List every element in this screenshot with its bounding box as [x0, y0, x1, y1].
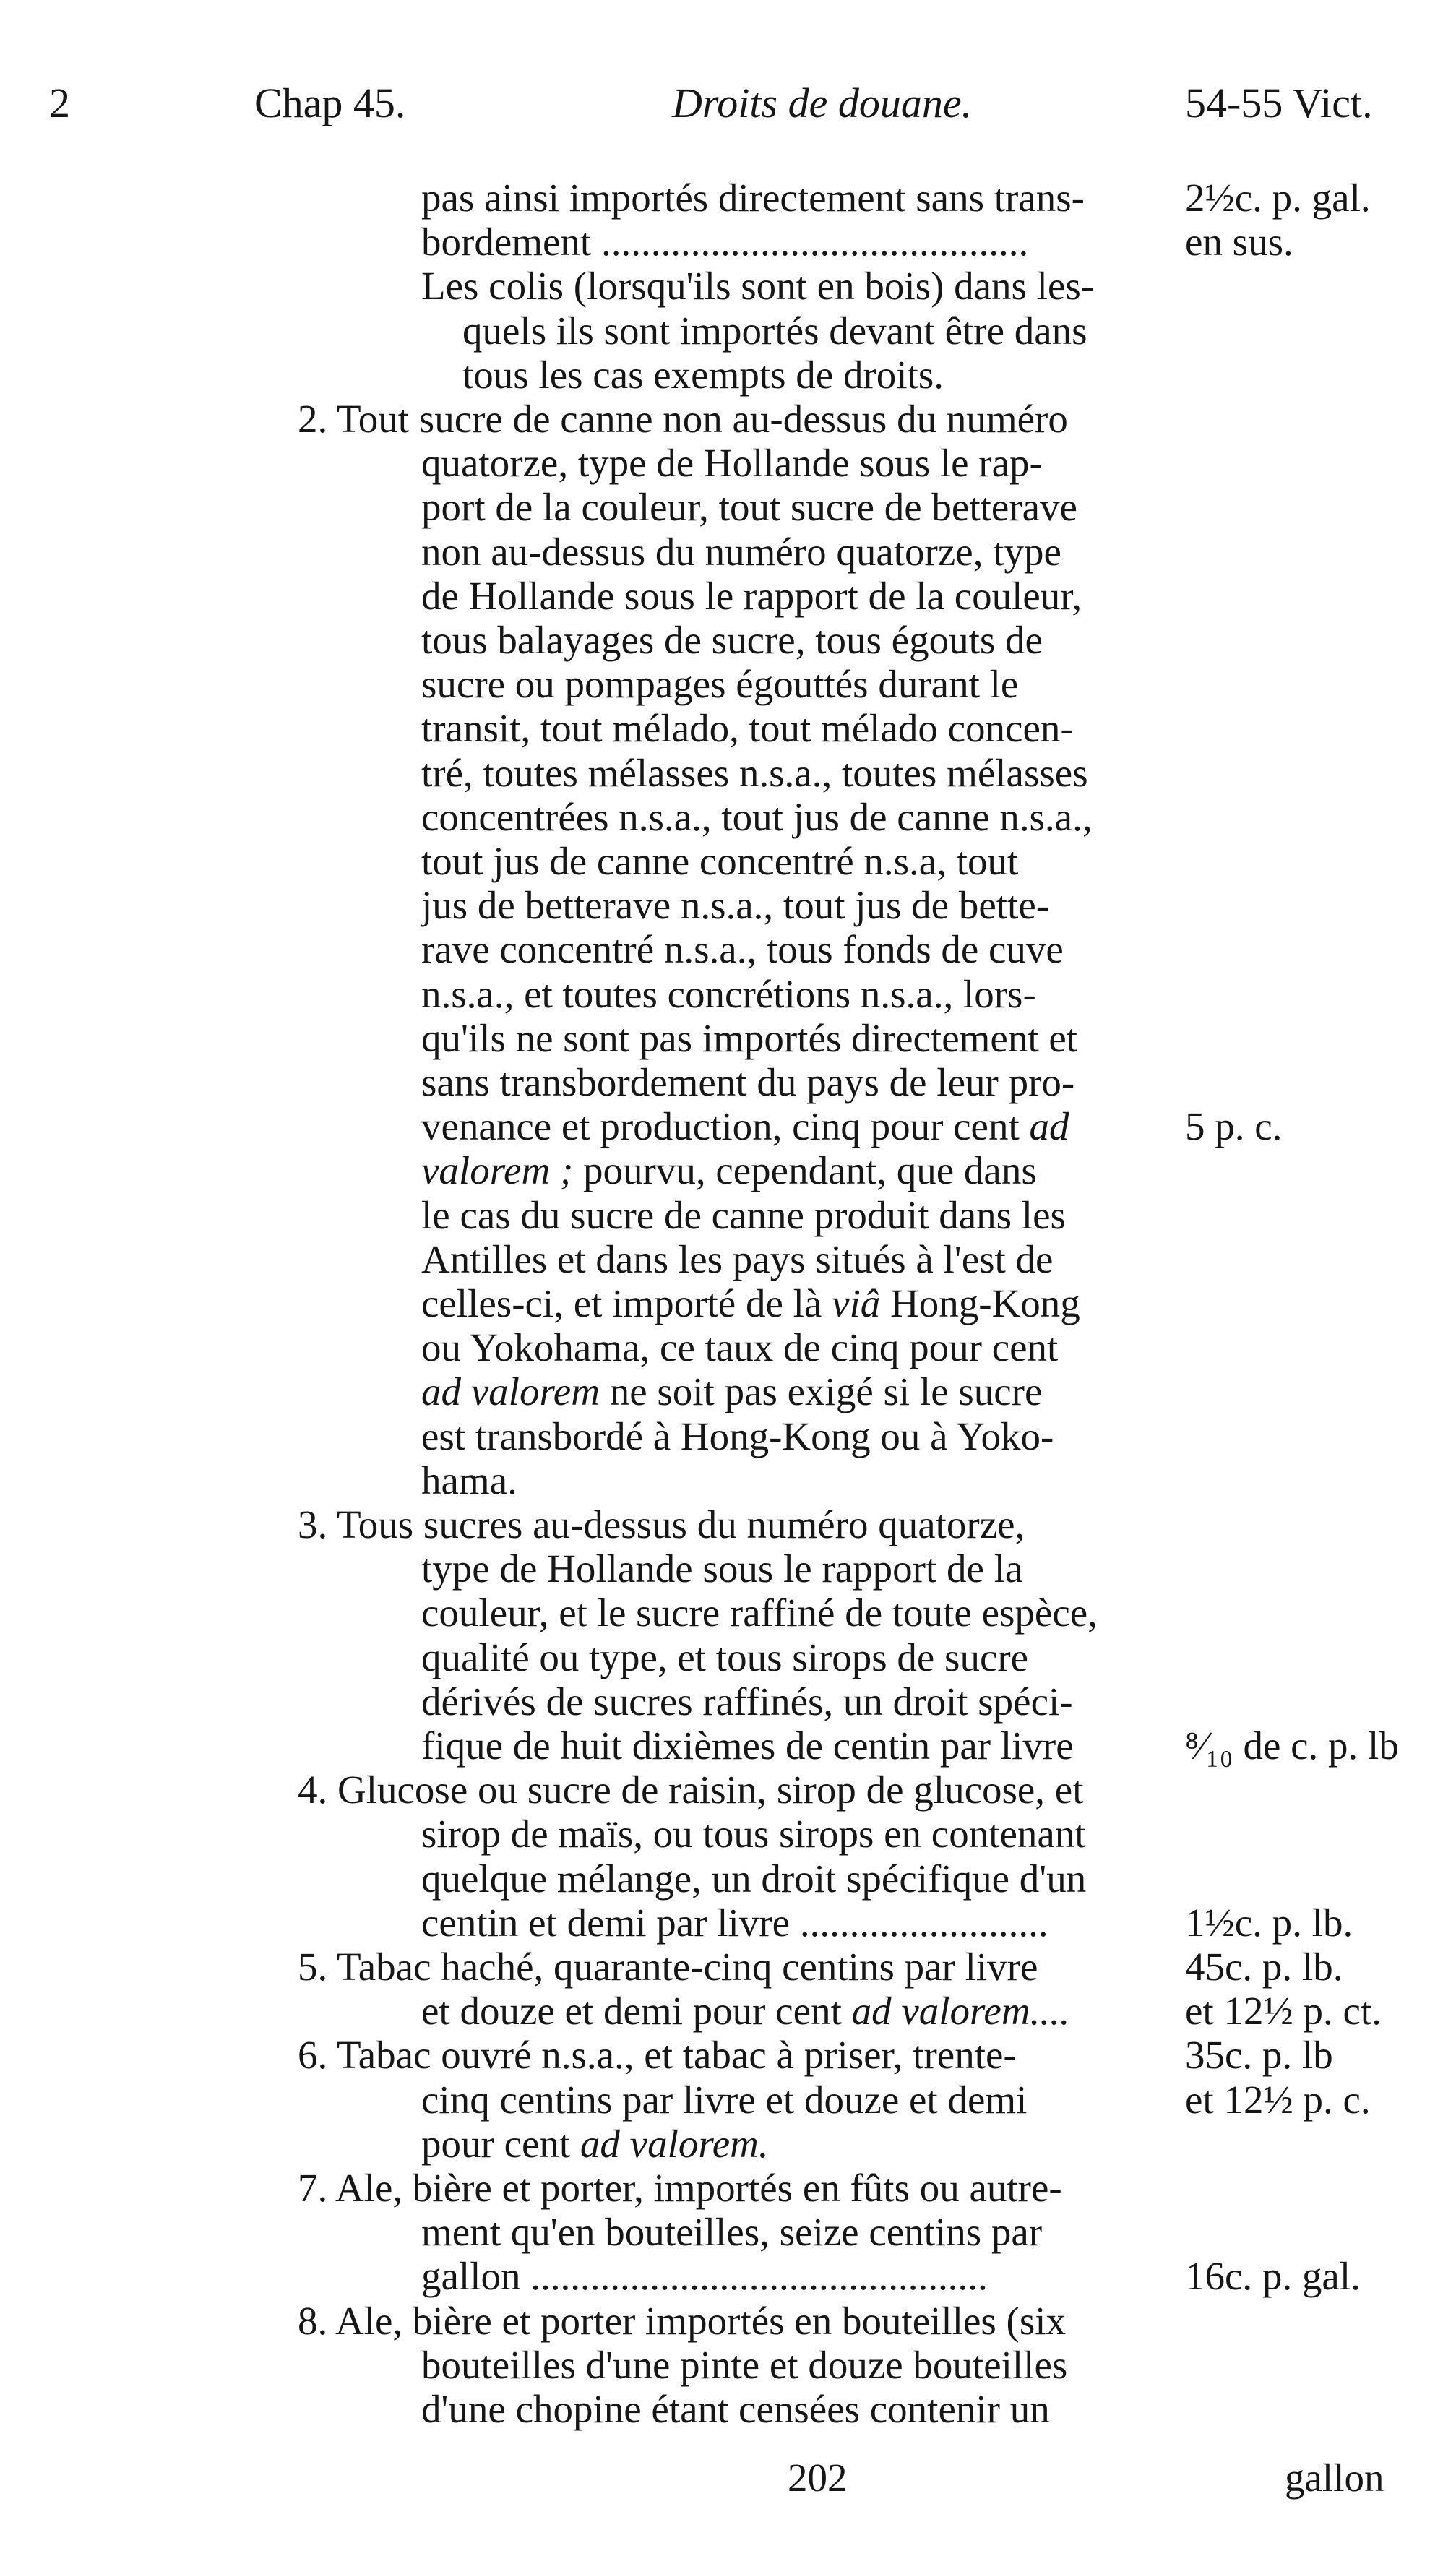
text-line [298, 1768, 1178, 1812]
text-line [421, 485, 1178, 530]
text-line [421, 1193, 1178, 1238]
italic-phrase: ad valorem.... [841, 1989, 1070, 2034]
line-text: fique de huit dixièmes de centin par livre [421, 1724, 1074, 1768]
page-number: 2 [49, 79, 70, 126]
line-text: 8. Ale, bière et porter importés en bouteilles (six [298, 2298, 1067, 2343]
text-line [421, 1237, 1178, 1282]
line-text: quels ils sont importés devant être dans [462, 308, 1087, 353]
text-line [421, 2387, 1178, 2432]
text-line [421, 927, 1178, 972]
italic-phrase: ad valorem [421, 1369, 600, 1414]
line-text: est transbordé à Hong-Kong ou à Yoko- [421, 1413, 1054, 1458]
text-line [462, 353, 1178, 397]
text-line [298, 2299, 1178, 2344]
duty-rate: en sus. [1185, 220, 1293, 264]
line-text: 4. Glucose ou sucre de raisin, sirop de glucose, et [298, 1768, 1084, 1812]
line-text: tous balayages de sucre, tous égouts de [421, 618, 1043, 662]
text-line [421, 574, 1178, 619]
text-line [462, 309, 1178, 353]
line-text: quelque mélange, un droit spécifique d'un [421, 1856, 1087, 1901]
line-text: 2. Tout sucre de canne non au-dessus du numéro [298, 397, 1068, 441]
line-text: transit, tout mélado, tout mélado concen- [421, 706, 1074, 751]
italic-phrase: viâ [822, 1281, 881, 1325]
text-line [298, 397, 1178, 442]
italic-phrase: ad [1019, 1104, 1069, 1149]
line-text: ment qu'en bouteilles, seize centins par [421, 2210, 1043, 2255]
text-line [421, 441, 1178, 486]
catchword: gallon [1285, 2456, 1384, 2500]
line-text: n.s.a., et toutes concrétions n.s.a., lors- [421, 971, 1036, 1016]
text-line [421, 883, 1178, 928]
line-text: et douze et demi pour cent [421, 1989, 842, 2034]
line-text: type de Hollande sous le rapport de la [421, 1546, 1023, 1591]
text-line [421, 1901, 1178, 1945]
line-text: tout jus de canne concentré n.s.a, tout [421, 839, 1019, 883]
text-line [421, 1325, 1178, 1370]
text-line [298, 1945, 1178, 1989]
text-line [421, 972, 1178, 1017]
duty-rate: 1½c. p. lb. [1185, 1900, 1353, 1945]
line-text: Les colis (lorsqu'ils sont en bois) dans les- [421, 264, 1095, 309]
text-line [421, 1679, 1178, 1724]
line-text: jus de betterave n.s.a., tout jus de bette- [421, 883, 1050, 928]
text-line [421, 220, 1178, 264]
text-line [421, 530, 1178, 575]
text-line [421, 1414, 1178, 1459]
line-text: sucre ou pompages égouttés durant le [421, 662, 1019, 707]
text-line [421, 795, 1178, 840]
line-text: celles-ci, et importé de là [421, 1281, 822, 1325]
line-text: 3. Tous sucres au-dessus du numéro quatorze, [298, 1502, 1025, 1546]
text-line [421, 1104, 1178, 1149]
line-text: qu'ils ne sont pas importés directement et [421, 1015, 1078, 1060]
duty-rate: et 12½ p. c. [1185, 2077, 1371, 2122]
text-line [421, 2343, 1178, 2388]
text-line [421, 1591, 1178, 1635]
duty-rate: 2½c. p. gal. [1185, 176, 1371, 220]
text-line [421, 264, 1178, 309]
text-line [421, 1812, 1178, 1856]
text-line [298, 1502, 1178, 1547]
text-line [298, 2166, 1178, 2211]
line-text: tous les cas exempts de droits. [462, 352, 944, 397]
line-text: pour cent [421, 2121, 571, 2166]
line-text: bouteilles d'une pinte et douze bouteilles [421, 2342, 1068, 2387]
line-text: centin et demi par livre ......................... [421, 1900, 1048, 1945]
text-line [421, 839, 1178, 884]
line-text: ne soit pas exigé si le sucre [599, 1369, 1043, 1414]
text-line [421, 706, 1178, 751]
text-line [421, 1458, 1178, 1503]
line-text: pas ainsi importés directement sans trans- [421, 176, 1085, 220]
text-line [421, 1989, 1178, 2034]
text-line [421, 1281, 1178, 1326]
text-line [421, 2078, 1178, 2122]
line-text: Hong-Kong [880, 1281, 1080, 1325]
line-text: bordement ........................................... [421, 220, 1029, 264]
line-text: cinq centins par livre et douze et demi [421, 2077, 1028, 2122]
text-line [421, 1016, 1178, 1061]
text-line [421, 2122, 1178, 2166]
text-line [421, 751, 1178, 796]
text-line [421, 662, 1178, 707]
line-text: port de la couleur, tout sucre de betterave [421, 485, 1077, 530]
text-line [421, 2210, 1178, 2255]
line-text: Antilles et dans les pays situés à l'est de [421, 1236, 1054, 1281]
line-text: d'une chopine étant censées contenir un [421, 2387, 1050, 2431]
line-text: tré, toutes mélasses n.s.a., toutes mélasses [421, 750, 1088, 795]
duty-rate: 35c. p. lb [1185, 2033, 1333, 2078]
line-text: venance et production, cinq pour cent [421, 1104, 1020, 1149]
duty-rate: 5 p. c. [1185, 1104, 1283, 1149]
line-text: dérivés de sucres raffinés, un droit spéci- [421, 1679, 1073, 1724]
line-text: le cas du sucre de canne produit dans les [421, 1192, 1066, 1237]
line-text: couleur, et le sucre raffiné de toute espèce, [421, 1591, 1098, 1635]
line-text: non au-dessus du numéro quatorze, type [421, 529, 1061, 574]
line-text: qualité ou type, et tous sirops de sucre [421, 1635, 1029, 1679]
text-line [421, 1635, 1178, 1680]
line-text: concentrées n.s.a., tout jus de canne n.s.a., [421, 794, 1093, 839]
line-text: sirop de maïs, ou tous sirops en contenant [421, 1812, 1086, 1856]
text-line [421, 1369, 1178, 1414]
text-line [421, 1148, 1178, 1193]
text-line [421, 1856, 1178, 1901]
line-text: 5. Tabac haché, quarante-cinq centins par livre [298, 1945, 1038, 1989]
line-text: sans transbordement du pays de leur pro- [421, 1060, 1075, 1104]
text-line [421, 618, 1178, 663]
folio-number: 202 [788, 2456, 848, 2500]
text-line [421, 2254, 1178, 2299]
italic-phrase: ad valorem. [570, 2121, 769, 2166]
line-text: 6. Tabac ouvré n.s.a., et tabac à priser, trente- [298, 2033, 1017, 2078]
line-text: de Hollande sous le rapport de la couleur, [421, 573, 1082, 618]
duty-rate: 45c. p. lb. [1185, 1945, 1343, 1989]
line-text: pourvu, cependant, que dans [573, 1148, 1037, 1193]
line-text: ou Yokohama, ce taux de cinq pour cent [421, 1325, 1059, 1370]
line-text: gallon .............................................. [421, 2254, 988, 2299]
text-line [421, 176, 1178, 220]
running-title: Droits de douane. [672, 79, 973, 126]
line-text: 7. Ale, bière et porter, importés en fûts ou autre- [298, 2166, 1062, 2210]
text-line [298, 2033, 1178, 2078]
line-text: quatorze, type de Hollande sous le rap- [421, 441, 1043, 486]
italic-phrase: valorem ; [421, 1148, 574, 1193]
text-line [421, 1546, 1178, 1591]
line-text: rave concentré n.s.a., tous fonds de cuve [421, 927, 1064, 972]
line-text: hama. [421, 1458, 517, 1502]
duty-rate: ⁸⁄₁₀ de c. p. lb [1185, 1724, 1399, 1768]
regnal-year: 54-55 Vict. [1185, 79, 1373, 126]
duty-rate: et 12½ p. ct. [1185, 1989, 1382, 2034]
chapter-label: Chap 45. [254, 79, 406, 126]
text-line [421, 1724, 1178, 1768]
duty-rate: 16c. p. gal. [1185, 2254, 1361, 2299]
text-line [421, 1060, 1178, 1105]
